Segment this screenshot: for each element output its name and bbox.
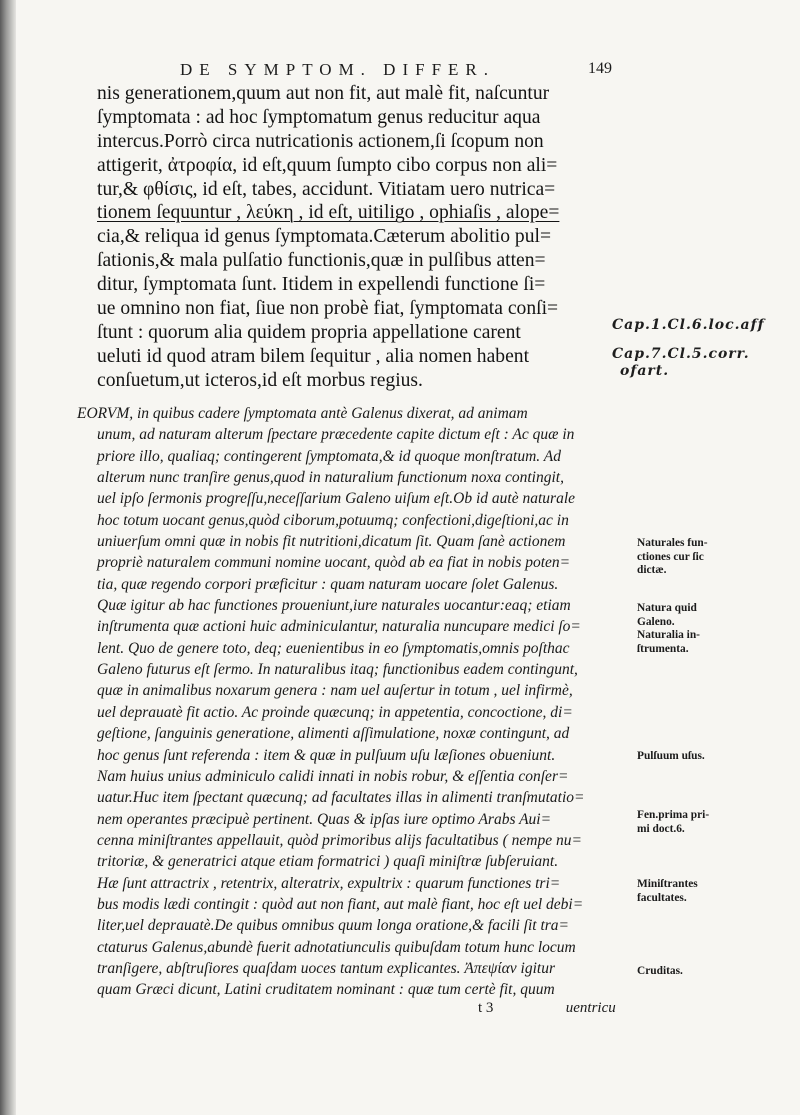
commentary-line: nem operantes præcipuè pertinent. Quas & ipſas iure optimo Arabs Aui= bbox=[97, 810, 552, 828]
commentary-line: inſtrumenta quæ actioni huic adminiculantur, naturalia nuncupare medici ſo= bbox=[97, 618, 581, 636]
commentary-line: tia, quæ regendo corpori præficitur : quam naturam uocare ſolet Galenus. bbox=[97, 575, 559, 593]
handwritten-annotation-line: Cap.1.Cl.6.loc.aff bbox=[612, 317, 765, 333]
commentary-line: hoc totum uocant genus,quòd ciborum,potuumq; confectioni,digeſtioni,ac in bbox=[97, 511, 569, 529]
main-text bbox=[97, 82, 607, 393]
commentary-line: liter,uel deprauatè.De quibus omnibus quum longa oratione,& facili ſit tra= bbox=[97, 917, 569, 935]
commentary-line: Nam huius unius adminiculo calidi innati in nobis robur, & eſſentia conſer= bbox=[97, 767, 569, 785]
commentary-line: hoc genus ſunt referenda : item & quæ in pulſuum uſu læſiones obueniunt. bbox=[97, 746, 556, 764]
marginal-note-line: Galeno. bbox=[637, 615, 675, 628]
commentary-line: geſtione, ſanguinis generatione, alimenti aſſimulatione, noxæ contingunt, ad bbox=[97, 725, 570, 743]
marginal-note-line: facultates. bbox=[637, 891, 687, 904]
commentary-line: uatur.Huc item ſpectant quæcunq; ad facultates illas in alimenti tranſmutatio= bbox=[97, 789, 585, 807]
commentary-line: quæ in animalibus noxarum genera : nam uel auſertur in totum , uel infirmè, bbox=[97, 682, 573, 700]
signature-mark: t 3 bbox=[478, 1000, 494, 1016]
marginal-note-line: Naturales fun- bbox=[637, 537, 708, 549]
marginal-note-line: Cruditas. bbox=[637, 965, 683, 977]
marginal-note bbox=[637, 750, 737, 764]
commentary-line: Hæ ſunt attractrix , retentrix, alteratrix, expultrix : quarum functiones tri= bbox=[97, 874, 561, 892]
marginal-note-line: ctiones cur ſic bbox=[637, 550, 704, 563]
main-text-line-underlined: tionem ſequuntur , λεύκη , id eſt, uitiligo , ophiaſis , alope= bbox=[97, 202, 560, 224]
commentary-line: Galeno futurus eſt ſermo. In naturalibus itaq; functionibus eadem contingunt, bbox=[97, 661, 578, 679]
marginal-note-line: Fen.prima pri- bbox=[637, 809, 710, 821]
marginal-note-line: Miniſtrantes bbox=[637, 878, 698, 890]
main-text-line: ſtunt : quorum alia quidem propria appellatione carent bbox=[97, 321, 521, 343]
main-text-line: attigerit, ἀτροφία, id eſt,quum ſumpto cibo corpus non ali= bbox=[97, 154, 558, 176]
marginal-note bbox=[637, 602, 737, 656]
commentary-line: tranſigere, abſtruſiores quaſdam uoces tantum explicantes. Ἀπεψίαν igitur bbox=[97, 959, 555, 977]
marginal-note-line: mi doct.6. bbox=[637, 822, 685, 835]
commentary-line: cenna miniſtrantes appellauit, quòd primoribus alijs facultatibus ( nempe nu= bbox=[97, 831, 582, 849]
page-number: 149 bbox=[588, 60, 612, 77]
marginal-note-line: dictæ. bbox=[637, 564, 667, 576]
commentary-line: uel deprauatè fit actio. Ac proinde quæcunq; in appetentia, concoctione, di= bbox=[97, 703, 573, 721]
commentary bbox=[77, 403, 617, 1001]
handwritten-annotation-line: ofart. bbox=[620, 363, 670, 379]
commentary-line: ctaturus Galenus,abundè fuerit adnotatiunculis quibuſdam totum hunc locum bbox=[97, 938, 576, 956]
commentary-line: EORVM, in quibus cadere ſymptomata antè Galenus dixerat, ad animam bbox=[77, 405, 528, 422]
commentary-line: tritoriæ, & generatrici atque etiam formatrici ) quaſi miniſtræ ſubſeruiant. bbox=[97, 853, 559, 871]
commentary-line: bus modis lædi contingit : quòd aut non fiant, aut malè fiant, hoc eſt uel debi= bbox=[97, 895, 584, 913]
marginal-note bbox=[637, 809, 737, 836]
page-gutter-shadow bbox=[0, 0, 16, 1115]
main-text-line: cia,& reliqua id genus ſymptomata.Cæterum abolitio pul= bbox=[97, 226, 552, 248]
handwritten-annotation-line: Cap.7.Cl.5.corr. bbox=[612, 346, 750, 362]
main-text-line: ue omnino non fiat, ſiue non probè fiat, ſymptomata conſi= bbox=[97, 298, 559, 320]
commentary-line: quam Græci dicunt, Latini cruditatem nominant : quæ tum certè fit, quum bbox=[97, 981, 555, 999]
commentary-line: Quæ igitur ab hac functiones proueniunt,iure naturales uocantur:eaq; etiam bbox=[97, 597, 571, 615]
marginal-note-line: Naturalia in- bbox=[637, 629, 700, 641]
page-footer bbox=[478, 1000, 616, 1017]
main-text-line: ſymptomata : ad hoc ſymptomatum genus reducitur aqua bbox=[97, 106, 541, 128]
main-text-line: ueluti id quod atram bilem ſequitur , alia nomen habent bbox=[97, 345, 530, 367]
main-text-line: ditur, ſymptomata ſunt. Itidem in expellendi functione ſi= bbox=[97, 274, 546, 296]
main-text-line: nis generationem,quum aut non fit, aut malè fit, naſcuntur bbox=[97, 83, 550, 104]
catchword: uentricu bbox=[565, 1000, 616, 1016]
marginal-note bbox=[637, 537, 737, 578]
main-text-line: conſuetum,ut icteros,id eſt morbus regius. bbox=[97, 369, 423, 391]
commentary-line: uniuerſum omni quæ in nobis fit nutritioni,dicatum ſit. Quam ſanè actionem bbox=[97, 533, 566, 551]
marginal-note-line: Natura quid bbox=[637, 602, 697, 614]
running-head: DE SYMPTOM. DIFFER. bbox=[180, 60, 496, 79]
main-text-line: ſationis,& mala pulſatio functionis,quæ in pulſibus atten= bbox=[97, 250, 546, 272]
commentary-line: propriè naturalem communi nomine uocant, quòd ab ea fiat in nobis poten= bbox=[97, 554, 571, 572]
main-text-line: intercus.Porrò circa nutricationis actionem,ſi ſcopum non bbox=[97, 130, 544, 152]
marginal-note-line: ſtrumenta. bbox=[637, 642, 689, 655]
handwritten-annotation bbox=[612, 317, 765, 380]
commentary-line: priore illo, qualiaq; contingerent ſymptomata,& id quoque monſtratum. Ad bbox=[97, 447, 561, 465]
commentary-line: unum, ad naturam alterum ſpectare præcedente capite dictum eſt : Ac quæ in bbox=[97, 426, 575, 444]
commentary-line: lent. Quo de genere toto, deq; euenientibus in eo ſymptomatis,omnis poſthac bbox=[97, 639, 570, 657]
commentary-line: alterum nunc tranſire genus,quod in naturalium functionum noxa contingit, bbox=[97, 469, 564, 487]
marginal-note bbox=[637, 965, 737, 979]
commentary-line: uel ipſo ſermonis progreſſu,neceſſarium Galeno uiſum eſt.Ob id autè naturale bbox=[97, 490, 576, 508]
marginal-note bbox=[637, 878, 737, 905]
marginal-note-line: Pulſuum uſus. bbox=[637, 750, 705, 762]
main-text-line: tur,& φθίσις, id eſt, tabes, accidunt. Vitiatam uero nutrica= bbox=[97, 178, 556, 200]
